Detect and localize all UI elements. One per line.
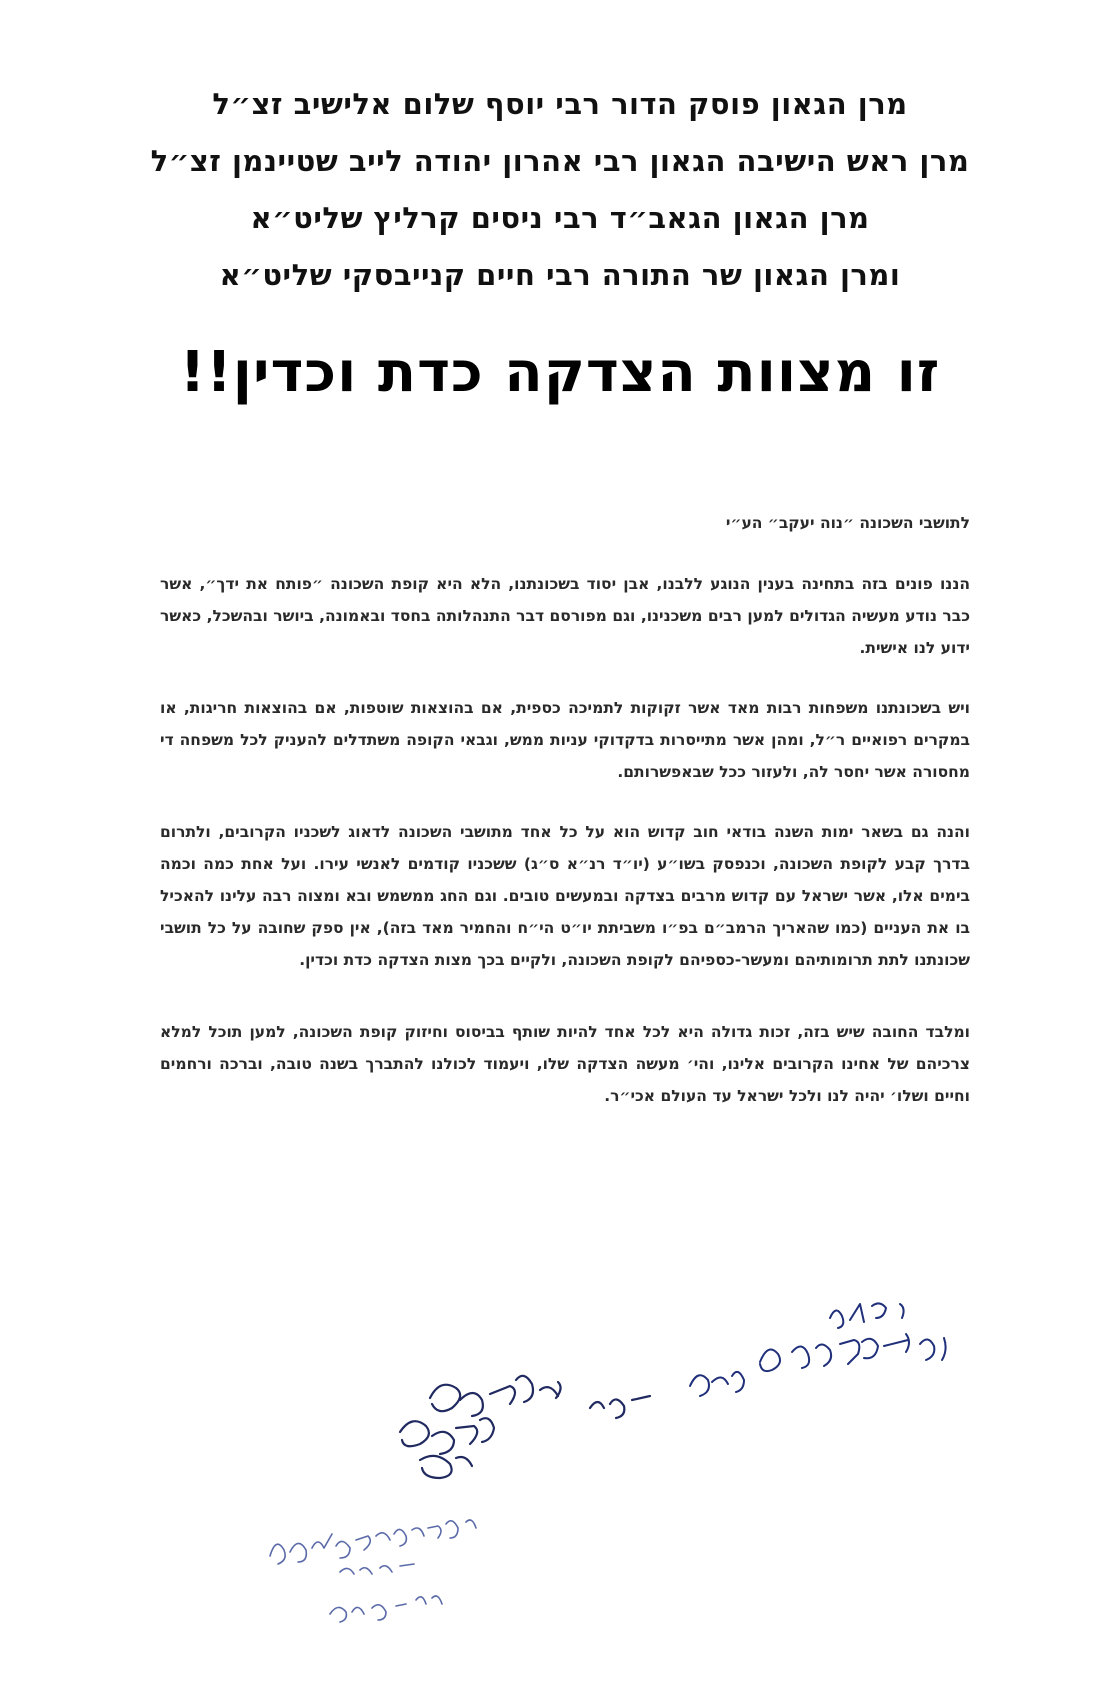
signature-right (690, 1303, 946, 1396)
rabbi-line-4: ומרן הגאון שר התורה רבי חיים קנייבסקי שליט״א (219, 258, 901, 292)
letter-body (160, 508, 970, 1140)
signature-center (400, 1376, 650, 1478)
rabbis-header (60, 88, 1060, 316)
letter-paragraph-1: הננו פונים בזה בתחינה בענין הנוגע ללבנו, אבן יסוד בשכונתנו, הלא היא קופת השכונה ״פותח את ידך״, אשר כבר נודע מעשיה הגדולים למען רבים משכנינו, וגם מפורסם דבר התנהלותה בחסד ובאמונה, ביושר ובהשכל, כאשר ידוע לנו אישית. (160, 575, 970, 657)
letter-paragraph-3: והנה גם בשאר ימות השנה בודאי חוב קדוש הוא על כל אחד מתושבי השכונה לדאוג לשכניו הקרובים, ולתרום בדרך קבע לקופת השכונה, וכנפסק בשו״ע (יו״ד רנ״א ס״ג) ששכניו קודמים לאנשי עירו. ועל אחת כמה וכמה בימים אלו, אשר ישראל עם קדוש מרבים בצדקה ובמעשים טובים. וגם החג ממשמש ובא ומצוה רבה עלינו להאכיל בו את העניים (כמו שהאריך הרמב״ם בפ״ו משביתת יו״ט הי״ח והחמיר מאד בזה), אין ספק שחובה על כל תושבי שכונתנו לתת תרומותיהם ומעשר-כספיהם לקופת השכונה, ולקיים בכך מצות הצדקה כדת וכדין. (160, 823, 970, 969)
main-title: זו מצוות הצדקה כדת וכדין!! (179, 340, 941, 405)
rabbi-line-1: מרן הגאון פוסק הדור רבי יוסף שלום אלישיב זצ״ל (212, 87, 908, 121)
signature-lower (270, 1520, 476, 1622)
letter-paragraph-2: ויש בשכונתנו משפחות רבות מאד אשר זקוקות לתמיכה כספית, אם בהוצאות שוטפות, אם בהוצאות חריגות, או במקרים רפואיים ר״ל, ומהן אשר מתייסרות בדקדוקי עניות ממש, וגבאי הקופה משתדלים להעניק לכל משפחה די מחסורה אשר יחסר לה, ולעזור ככל שבאפשרותם. (160, 699, 970, 781)
rabbi-line-3: מרן הגאון הגאב״ד רבי ניסים קרליץ שליט״א (250, 201, 870, 235)
rabbi-line-2: מרן ראש הישיבה הגאון רבי אהרון יהודה לייב שטיינמן זצ״ל (150, 144, 970, 178)
letter-paragraph-4: ומלבד החובה שיש בזה, זכות גדולה היא לכל אחד להיות שותף בביסוס וחיזוק קופת השכונה, למען תוכל למלא צרכיהם של אחינו הקרובים אלינו, והי׳ מעשה הצדקה שלו, ויעמוד לכולנו להתברך בשנה טובה, וברכה ורחמים וחיים ושלו׳ יהיה לנו ולכל ישראל עד העולם אכי״ר. (160, 1023, 970, 1105)
letter-salutation: לתושבי השכונה ״נוה יעקב״ הע״י (725, 514, 970, 532)
